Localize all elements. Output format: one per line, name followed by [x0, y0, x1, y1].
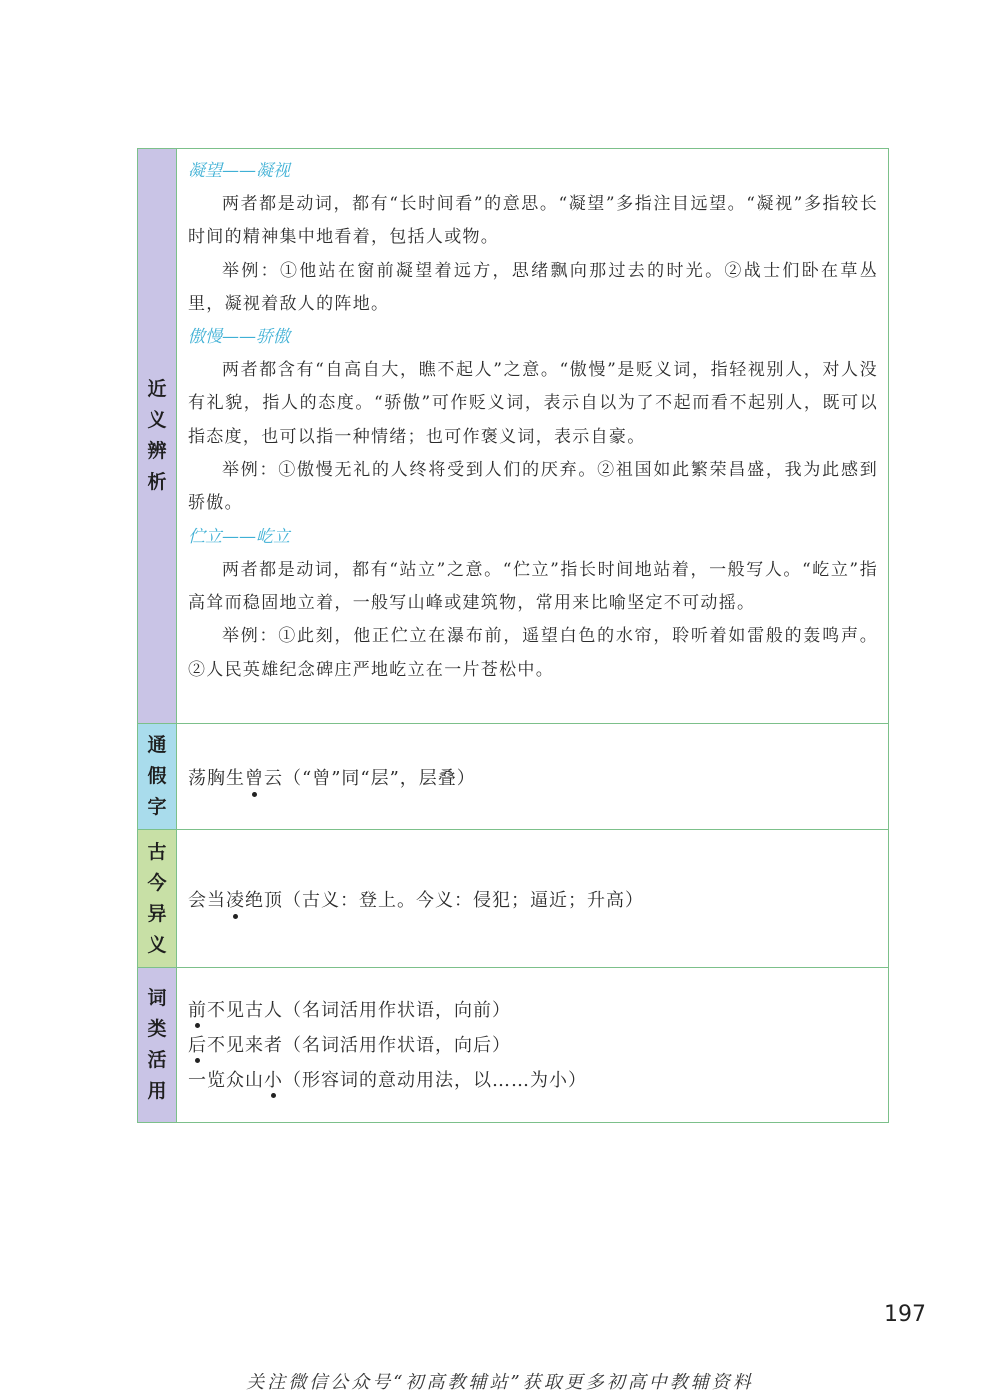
- synonym-term: 傲慢——骄傲: [188, 327, 290, 348]
- word-usage-list: [188, 968, 878, 1098]
- synonyms-label: 近 义 辨 析: [138, 149, 177, 723]
- synonym-example: 举例：①此刻，他正伫立在瀑布前，遥望白色的水帘，聆听着如雷般的轰鸣声。②人民英雄纪念碑庄严地屹立在一片苍松中。: [188, 626, 878, 680]
- synonym-explanation: 两者都是动词，都有“站立”之意。“伫立”指长时间地站着，一般写人。“屹立”指高耸而稳固地立着，一般写山峰或建筑物，常用来比喻坚定不可动摇。: [188, 559, 878, 613]
- footer-note: 关注微信公众号“初高教辅站”获取更多初高中教辅资料: [246, 1372, 754, 1393]
- emphasis-char: 曾: [245, 764, 264, 790]
- vocabulary-table: [137, 148, 889, 1123]
- emphasis-char: 后: [188, 1035, 207, 1056]
- word-usage-label: 词 类 活 用: [138, 968, 177, 1122]
- word-usage-line: 后不见来者（名词活用作状语，向后）: [188, 1035, 511, 1056]
- synonym-term: 伫立——屹立: [188, 526, 290, 547]
- emphasis-char: 小: [264, 1070, 283, 1091]
- ancient-modern-content: [177, 830, 888, 967]
- synonym-explanation: 两者都是动词，都有“长时间看”的意思。“凝望”多指注目远望。“凝视”多指较长时间的精神集中地看着，包括人或物。: [188, 194, 878, 248]
- word-usage-line: 一览众山小（形容词的意动用法，以……为小）: [188, 1070, 587, 1091]
- synonym-entry: [188, 155, 878, 321]
- ancient-modern-line: 会当 凌 绝顶（古义：登上。今义：侵犯；逼近；升高）: [188, 830, 878, 967]
- synonyms-content: [177, 149, 888, 723]
- loan-characters-row: [138, 723, 888, 829]
- page-number: 197: [884, 1302, 926, 1327]
- synonym-term: 凝望——凝视: [188, 161, 290, 181]
- synonym-explanation: 两者都含有“自高自大，瞧不起人”之意。“傲慢”是贬义词，指轻视别人，对人没有礼貌，指人的态度。“骄傲”可作贬义词，表示自以为了不起而看不起别人，既可以指态度，也可以指一种情绪；也可作褒义词，表示自豪。: [188, 360, 878, 447]
- ancient-modern-row: [138, 829, 888, 967]
- word-usage-line: 前不见古人（名词活用作状语，向前）: [188, 1000, 511, 1021]
- word-usage-row: [138, 967, 888, 1122]
- synonym-example: 举例：①他站在窗前凝望着远方，思绪飘向那过去的时光。②战士们卧在草丛里，凝视着敌人的阵地。: [188, 260, 878, 314]
- loan-characters-label: 通 假 字: [138, 724, 177, 829]
- synonyms-row: [138, 149, 888, 723]
- loan-characters-content: [177, 724, 888, 829]
- emphasis-char: 凌: [226, 886, 245, 912]
- synonym-entry: [188, 521, 878, 687]
- emphasis-char: 前: [188, 1000, 207, 1021]
- ancient-modern-label: 古 今 异 义: [138, 830, 177, 967]
- synonym-example: 举例：①傲慢无礼的人终将受到人们的厌弃。②祖国如此繁荣昌盛，我为此感到骄傲。: [188, 460, 878, 514]
- synonym-entry: [188, 321, 878, 520]
- word-usage-content: [177, 968, 888, 1122]
- loan-character-line: 荡胸生 曾 云（“曾”同“层”，层叠）: [188, 724, 878, 829]
